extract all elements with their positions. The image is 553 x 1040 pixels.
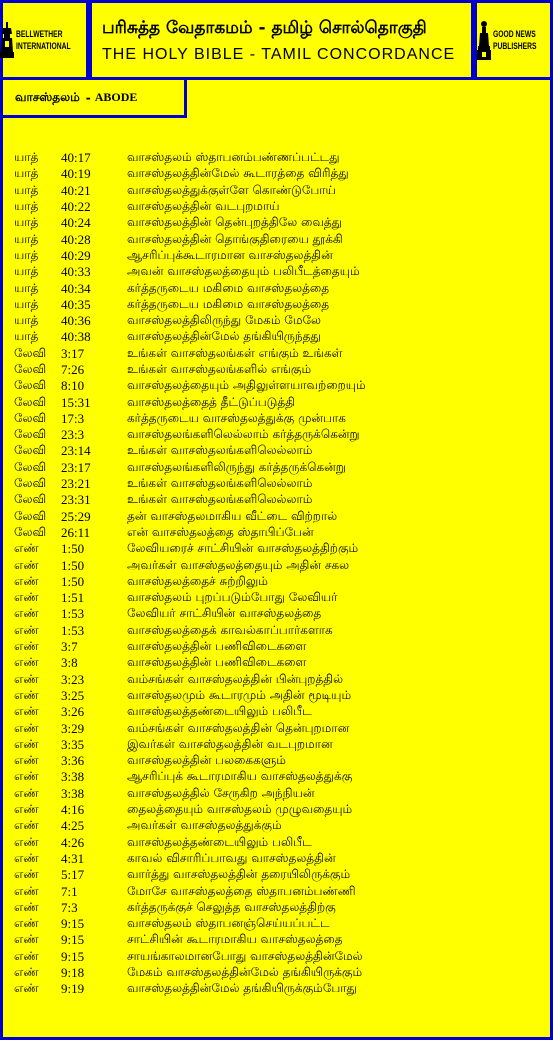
book-abbrev: எண் bbox=[14, 883, 39, 898]
verse-reference: 40:33 bbox=[61, 264, 91, 280]
list-item bbox=[14, 378, 544, 394]
verse-reference: 4:26 bbox=[61, 834, 85, 850]
book-abbrev: லேவி bbox=[14, 410, 47, 425]
verse-reference: 40:34 bbox=[61, 280, 91, 296]
book-abbrev: லேவி bbox=[14, 427, 47, 442]
book-abbrev: எண் bbox=[14, 687, 39, 702]
verse-snippet: அவர்கள் வாசஸ்தலத்தையும் அதின் சகல bbox=[127, 557, 350, 572]
book-abbrev: லேவி bbox=[14, 394, 47, 409]
verse-snippet: வாசஸ்தலத்தின்மேல் தங்கியிருந்தது bbox=[127, 329, 321, 344]
book-abbrev: எண் bbox=[14, 736, 39, 751]
list-item bbox=[14, 215, 544, 231]
verse-reference: 40:21 bbox=[61, 182, 91, 198]
list-item bbox=[14, 916, 544, 932]
verse-snippet: என் வாசஸ்தலத்தை ஸ்தாபிப்பேன் bbox=[127, 524, 314, 539]
good-news-logo bbox=[477, 20, 551, 60]
book-abbrev: எண் bbox=[14, 639, 39, 654]
verse-snippet: வாசஸ்தலத்தின்மேல் கூடாரத்தை விரித்து bbox=[127, 166, 349, 181]
verse-reference: 9:19 bbox=[61, 981, 85, 997]
verse-reference: 26:11 bbox=[61, 524, 91, 540]
verse-reference: 3:26 bbox=[61, 704, 85, 720]
verse-reference: 9:18 bbox=[61, 964, 85, 980]
list-item bbox=[14, 183, 544, 199]
logo-line-1: GOOD NEWS bbox=[492, 29, 536, 39]
subject-english: ABODE bbox=[94, 90, 138, 104]
verse-reference: 4:25 bbox=[61, 818, 85, 834]
verse-reference: 1:50 bbox=[61, 557, 85, 573]
list-item bbox=[14, 753, 544, 769]
book-abbrev: யாத் bbox=[14, 313, 39, 328]
list-item bbox=[14, 264, 544, 280]
book-abbrev: எண் bbox=[14, 590, 39, 605]
book-abbrev: யாத் bbox=[14, 247, 39, 262]
verse-reference: 3:29 bbox=[61, 720, 85, 736]
verse-snippet: வாசஸ்தலத்தில் சேருகிற அந்நியன் bbox=[127, 785, 315, 800]
verse-snippet: வாசஸ்தலம் ஸ்தாபனம்பண்ணப்பட்டது bbox=[127, 150, 340, 165]
list-item bbox=[14, 313, 544, 329]
verse-reference: 40:38 bbox=[61, 329, 91, 345]
verse-reference: 4:16 bbox=[61, 802, 85, 818]
book-abbrev: யாத் bbox=[14, 329, 39, 344]
list-item bbox=[14, 346, 544, 362]
book-abbrev: லேவி bbox=[14, 476, 47, 491]
logo-line-2: PUBLISHERS bbox=[492, 41, 537, 51]
verse-reference: 23:17 bbox=[61, 459, 91, 475]
verse-snippet: இவர்கள் வாசஸ்தலத்தின் வடபுறமான bbox=[127, 736, 333, 751]
book-abbrev: எண் bbox=[14, 720, 39, 735]
title-english: THE HOLY BIBLE - TAMIL CONCORDANCE bbox=[102, 46, 456, 63]
book-abbrev: லேவி bbox=[14, 345, 47, 360]
book-abbrev: எண் bbox=[14, 948, 39, 963]
book-abbrev: எண் bbox=[14, 704, 39, 719]
list-item bbox=[14, 541, 544, 557]
list-item bbox=[14, 851, 544, 867]
list-item bbox=[14, 411, 544, 427]
verse-snippet: வாசஸ்தலத்தைச் சுற்றிலும் bbox=[127, 573, 268, 588]
verse-snippet: வாசஸ்தலத்தின் பணிவிடைகளை bbox=[127, 655, 307, 670]
book-abbrev: எண் bbox=[14, 916, 39, 931]
list-item bbox=[14, 443, 544, 459]
verse-snippet: வாசஸ்தலத்தண்டையிலும் பலிபீட bbox=[127, 704, 312, 719]
list-item bbox=[14, 199, 544, 215]
verse-snippet: உங்கள் வாசஸ்தலங்களிலெல்லாம் bbox=[127, 476, 313, 491]
logo-line-2: INTERNATIONAL bbox=[16, 41, 71, 51]
subject-tamil: வாசஸ்தலம் bbox=[15, 89, 80, 104]
verse-snippet: சாட்சியின் கூடாரமாகிய வாசஸ்தலத்தை bbox=[127, 932, 343, 947]
verse-reference: 9:15 bbox=[61, 948, 85, 964]
verse-snippet: வம்சங்கள் வாசஸ்தலத்தின் பின்புறத்தில் bbox=[127, 671, 344, 686]
book-abbrev: எண் bbox=[14, 802, 39, 817]
verse-snippet: வம்சங்கள் வாசஸ்தலத்தின் தென்புறமான bbox=[127, 720, 350, 735]
concordance-list bbox=[14, 150, 544, 997]
verse-reference: 25:29 bbox=[61, 508, 91, 524]
verse-snippet: கர்த்தருடைய மகிமை வாசஸ்தலத்தை bbox=[127, 296, 330, 311]
verse-snippet: உங்கள் வாசஸ்தலங்களிலெல்லாம் bbox=[127, 492, 313, 507]
verse-snippet: தைலத்தையும் வாசஸ்தலம் முழுவதையும் bbox=[127, 802, 353, 817]
book-abbrev: எண் bbox=[14, 655, 39, 670]
book-abbrev: எண் bbox=[14, 622, 39, 637]
verse-reference: 40:28 bbox=[61, 231, 91, 247]
verse-snippet: ஆசரிப்புக் கூடாரமாகிய வாசஸ்தலத்துக்கு bbox=[127, 769, 353, 784]
book-abbrev: யாத் bbox=[14, 296, 39, 311]
book-abbrev: யாத் bbox=[14, 280, 39, 295]
verse-reference: 3:23 bbox=[61, 671, 85, 687]
verse-reference: 1:53 bbox=[61, 606, 85, 622]
list-item bbox=[14, 883, 544, 899]
verse-snippet: வாசஸ்தலத்தின் வடபுறமாய் bbox=[127, 199, 280, 214]
list-item bbox=[14, 965, 544, 981]
verse-snippet: வாசஸ்தலத்தின் பணிவிடைகளை bbox=[127, 639, 307, 654]
verse-snippet: வாசஸ்தலம் ஸ்தாபனஞ்செய்யப்பட்ட bbox=[127, 916, 330, 931]
list-item bbox=[14, 655, 544, 671]
verse-reference: 7:26 bbox=[61, 362, 85, 377]
verse-reference: 40:29 bbox=[61, 247, 91, 263]
book-abbrev: எண் bbox=[14, 785, 39, 800]
verse-reference: 7:1 bbox=[61, 883, 78, 899]
verse-reference: 23:3 bbox=[61, 427, 85, 443]
list-item bbox=[14, 509, 544, 525]
verse-snippet: வாசஸ்தலத்தின் பலகைகளும் bbox=[127, 753, 286, 768]
list-item bbox=[14, 362, 544, 378]
book-abbrev: எண் bbox=[14, 867, 39, 882]
list-item bbox=[14, 427, 544, 443]
verse-reference: 3:36 bbox=[61, 753, 85, 769]
verse-snippet: வாசஸ்தலங்களிலெல்லாம் கர்த்தருக்கென்று bbox=[127, 427, 360, 442]
bellwether-logo bbox=[0, 22, 89, 58]
verse-reference: 1:50 bbox=[61, 573, 85, 589]
verse-reference: 40:36 bbox=[61, 313, 91, 329]
verse-snippet: ஆசரிப்புக்கூடாரமான வாசஸ்தலத்தின் bbox=[127, 247, 333, 262]
book-abbrev: லேவி bbox=[14, 459, 47, 474]
list-item bbox=[14, 606, 544, 622]
book-abbrev: யாத் bbox=[14, 199, 39, 214]
book-abbrev: எண் bbox=[14, 899, 39, 914]
book-abbrev: எண் bbox=[14, 606, 39, 621]
book-abbrev: எண் bbox=[14, 834, 39, 849]
list-item bbox=[14, 460, 544, 476]
list-item bbox=[14, 900, 544, 916]
logo-line-1: BELLWETHER bbox=[16, 29, 63, 39]
list-item bbox=[14, 623, 544, 639]
verse-reference: 15:31 bbox=[61, 394, 91, 410]
list-item bbox=[14, 769, 544, 785]
book-abbrev: எண் bbox=[14, 541, 39, 556]
book-abbrev: யாத் bbox=[14, 182, 39, 197]
book-abbrev: யாத் bbox=[14, 150, 39, 165]
list-item bbox=[14, 525, 544, 541]
verse-reference: 1:50 bbox=[61, 541, 85, 557]
verse-snippet: அவன் வாசஸ்தலத்தையும் பலிபீடத்தையும் bbox=[127, 264, 360, 279]
verse-reference: 3:7 bbox=[61, 639, 78, 655]
verse-reference: 9:15 bbox=[61, 916, 85, 932]
book-abbrev: எண் bbox=[14, 964, 39, 979]
list-item bbox=[14, 590, 544, 606]
list-item bbox=[14, 802, 544, 818]
book-abbrev: யாத் bbox=[14, 166, 39, 181]
list-item bbox=[14, 981, 544, 997]
list-item bbox=[14, 818, 544, 834]
book-abbrev: எண் bbox=[14, 573, 39, 588]
verse-reference: 3:17 bbox=[61, 345, 85, 361]
verse-reference: 4:31 bbox=[61, 850, 85, 866]
list-item bbox=[14, 704, 544, 720]
verse-snippet: தன் வாசஸ்தலமாகிய வீட்டை விற்றால் bbox=[127, 508, 338, 523]
verse-snippet: கர்த்தருக்குச் செலுத்த வாசஸ்தலத்திற்கு bbox=[127, 899, 336, 914]
subject-separator: - bbox=[85, 90, 91, 105]
list-item bbox=[14, 248, 544, 264]
verse-snippet: வாசஸ்தலத்துக்குள்ளே கொண்டுபோய் bbox=[127, 182, 336, 197]
list-item bbox=[14, 786, 544, 802]
verse-reference: 23:21 bbox=[61, 476, 91, 492]
book-abbrev: லேவி bbox=[14, 524, 47, 539]
book-abbrev: எண் bbox=[14, 769, 39, 784]
title-tamil: பரிசுத்த வேதாகமம் - தமிழ் சொல்தொகுதி bbox=[102, 18, 427, 38]
verse-reference: 40:22 bbox=[61, 199, 91, 215]
verse-snippet: உங்கள் வாசஸ்தலங்களிலெல்லாம் bbox=[127, 443, 313, 458]
list-item bbox=[14, 688, 544, 704]
lamp-figure-icon bbox=[477, 20, 491, 60]
verse-snippet: உங்கள் வாசஸ்தலங்களில் எங்கும் bbox=[127, 362, 312, 376]
book-abbrev: யாத் bbox=[14, 231, 39, 246]
book-abbrev: எண் bbox=[14, 753, 39, 768]
list-item bbox=[14, 737, 544, 753]
list-item bbox=[14, 476, 544, 492]
verse-snippet: காவல் விசாரிப்பாவது வாசஸ்தலத்தின் bbox=[127, 850, 336, 865]
verse-reference: 3:8 bbox=[61, 655, 78, 671]
verse-reference: 3:38 bbox=[61, 769, 85, 785]
book-abbrev: எண் bbox=[14, 932, 39, 947]
verse-snippet: அவர்கள் வாசஸ்தலத்துக்கும் bbox=[127, 818, 282, 833]
book-abbrev: லேவி bbox=[14, 508, 47, 523]
verse-reference: 40:19 bbox=[61, 166, 91, 182]
list-item bbox=[14, 150, 544, 166]
verse-reference: 40:24 bbox=[61, 215, 91, 231]
verse-snippet: லேவியர் சாட்சியின் வாசஸ்தலத்தை bbox=[127, 606, 322, 621]
verse-snippet: வாசஸ்தலத்தண்டையிலும் பலிபீட bbox=[127, 834, 312, 849]
verse-reference: 1:51 bbox=[61, 590, 85, 606]
list-item bbox=[14, 166, 544, 182]
list-item bbox=[14, 867, 544, 883]
book-abbrev: எண் bbox=[14, 671, 39, 686]
book-abbrev: லேவி bbox=[14, 492, 47, 507]
book-abbrev: எண் bbox=[14, 557, 39, 572]
verse-snippet: வாசஸ்தலத்திலிருந்து மேகம் மேலே bbox=[127, 313, 321, 328]
verse-snippet: மேகம் வாசஸ்தலத்தின்மேல் தங்கியிருக்கும் bbox=[127, 964, 363, 979]
bellwether-logo-box bbox=[0, 0, 89, 80]
verse-reference: 9:15 bbox=[61, 932, 85, 948]
list-item bbox=[14, 834, 544, 850]
verse-reference: 40:17 bbox=[61, 150, 91, 166]
verse-snippet: வார்த்து வாசஸ்தலத்தின் தரையிலிருக்கும் bbox=[127, 867, 351, 882]
list-item bbox=[14, 949, 544, 965]
list-item bbox=[14, 231, 544, 247]
book-abbrev: எண் bbox=[14, 818, 39, 833]
verse-snippet: வாசஸ்தலத்தைக் காவல்காப்பார்களாக bbox=[127, 622, 333, 637]
verse-reference: 23:14 bbox=[61, 443, 91, 459]
list-item bbox=[14, 932, 544, 948]
verse-snippet: லேவியரைச் சாட்சியின் வாசஸ்தலத்திற்கும் bbox=[127, 541, 359, 556]
verse-reference: 5:17 bbox=[61, 867, 85, 883]
verse-reference: 8:10 bbox=[61, 378, 85, 394]
verse-snippet: வாசஸ்தலமும் கூடாரமும் அதின் மூடியும் bbox=[127, 687, 352, 702]
list-item bbox=[14, 574, 544, 590]
book-abbrev: லேவி bbox=[14, 378, 47, 393]
list-item bbox=[14, 557, 544, 573]
verse-reference: 3:38 bbox=[61, 785, 85, 801]
verse-reference: 3:35 bbox=[61, 736, 85, 752]
book-abbrev: யாத் bbox=[14, 264, 39, 279]
list-item bbox=[14, 492, 544, 508]
subject-box bbox=[0, 77, 187, 118]
book-abbrev: எண் bbox=[14, 981, 39, 996]
list-item bbox=[14, 394, 544, 410]
good-news-logo-box bbox=[474, 0, 553, 80]
list-item bbox=[14, 639, 544, 655]
verse-reference: 17:3 bbox=[61, 410, 85, 426]
verse-snippet: வாசஸ்தலத்தின் தொங்குதிரையை தூக்கி bbox=[127, 231, 343, 246]
verse-snippet: வாசஸ்தலத்தையும் அதிலுள்ளயாவற்றையும் bbox=[127, 378, 366, 393]
tower-icon bbox=[0, 22, 14, 58]
verse-reference: 23:31 bbox=[61, 492, 91, 508]
book-abbrev: எண் bbox=[14, 850, 39, 865]
book-abbrev: லேவி bbox=[14, 443, 47, 458]
verse-snippet: கர்த்தருடைய வாசஸ்தலத்துக்கு முன்பாக bbox=[127, 410, 346, 425]
list-item bbox=[14, 297, 544, 313]
list-item bbox=[14, 720, 544, 736]
verse-snippet: வாசஸ்தலம் புறப்படும்போது லேவியர் bbox=[127, 590, 338, 605]
verse-reference: 1:53 bbox=[61, 622, 85, 638]
verse-reference: 7:3 bbox=[61, 899, 78, 915]
verse-snippet: வாசஸ்தலத்தைத் தீட்டுப்படுத்தி bbox=[127, 394, 295, 409]
verse-snippet: வாசஸ்தலத்தின்மேல் தங்கியிருக்கும்போது bbox=[127, 981, 357, 996]
book-abbrev: லேவி bbox=[14, 362, 47, 376]
list-item bbox=[14, 329, 544, 345]
book-abbrev: யாத் bbox=[14, 215, 39, 230]
verse-snippet: கர்த்தருடைய மகிமை வாசஸ்தலத்தை bbox=[127, 280, 330, 295]
verse-reference: 3:25 bbox=[61, 687, 85, 703]
verse-snippet: சாயங்காலமானபோது வாசஸ்தலத்தின்மேல் bbox=[127, 948, 363, 963]
verse-reference: 40:35 bbox=[61, 296, 91, 312]
verse-snippet: வாசஸ்தலத்தின் தென்புறத்திலே வைத்து bbox=[127, 215, 343, 230]
list-item bbox=[14, 280, 544, 296]
verse-snippet: வாசஸ்தலங்களிலிருந்து கர்த்தருக்கென்று bbox=[127, 459, 346, 474]
verse-snippet: உங்கள் வாசஸ்தலங்கள் எங்கும் உங்கள் bbox=[127, 345, 343, 360]
title-box bbox=[89, 0, 474, 80]
list-item bbox=[14, 672, 544, 688]
verse-snippet: மோசே வாசஸ்தலத்தை ஸ்தாபனம்பண்ணி bbox=[127, 883, 356, 898]
